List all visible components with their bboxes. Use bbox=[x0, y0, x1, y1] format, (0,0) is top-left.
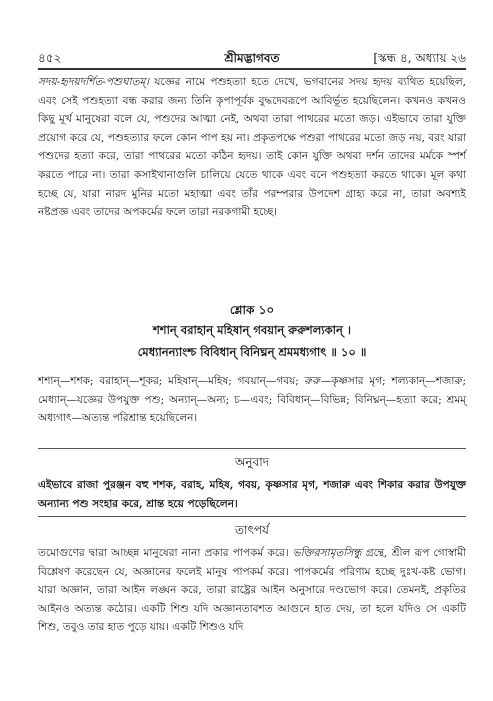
purport-heading: তাৎপর্য bbox=[235, 523, 269, 537]
purport-paragraph bbox=[38, 544, 466, 637]
intro-text: যজ্ঞের নামে পশুহত্যা হতে দেখে, ভগবানের সদয় হৃদয় ব্যথিত হয়েছিল, এবং সেই পশুহত্যা বন্ধ করার জন্য তিনি কৃপাপূর্বক বুদ্ধদেবরূপে আবির্ভূত হয়েছিলেন। কখনও কখনও কিছু মূর্খ মানুষেরা বলে যে, পশুদের আত্মা নেই, অথবা তারা পাথরের মতো জড়। এইভাবে তারা যুক্তি প্রয়োগ করে যে, পশুহত্যার ফলে কোন পাপ হয় না। প্রকৃতপক্ষে পশুরা পাথরের মতো জড় নয়, বরং যারা পশুদের হত্যা করে, তারা পাথরের মতো কঠিন হৃদয়। তাই কোন যুক্তি অথবা দর্শন তাদের মর্মকে স্পর্শ করতে পারে না। তারা কসাইখানাগুলি চালিয়ে যেতে থাকে এবং বনে পশুহত্যা করতে থাকে। মূল কথা হচ্ছে যে, যারা নারদ মুনির মতো মহাত্মা এবং তাঁর পরম্পরার উপদেশ গ্রাহ্য করে না, তারা অবশ্যই নষ্টপ্রজ্ঞ এবং তাদের অপকর্মের ফলে তারা নরকগামী হচ্ছে। bbox=[38, 76, 466, 219]
synonyms-text: শশান্‌—শশক; বরাহান্‌—শূকর; মহিষান্‌—মহিষ; গবয়ান্‌—গবয়; রুরু—কৃষ্ণসার মৃগ; শল্যকান্‌—শজারু; মেধ্যান্‌—যজ্ঞের উপযুক্ত পশু; অন্যান্‌—অন্য; চ—এবং; বিবিধান্‌—বিভিন্ন; বিনিঘ্নন্‌—হত্যা করে; শ্রমম্‌ অধ্যগাৎ—অত্যন্ত পরিশ্রান্ত হয়েছিলেন। bbox=[38, 375, 466, 425]
page-number: ৪৫২ bbox=[38, 51, 62, 65]
chapter-reference: [স্কন্ধ ৪, অধ্যায় ২৬ bbox=[373, 51, 466, 65]
header-rule bbox=[38, 68, 466, 70]
translation-text: এইভাবে রাজা পুরঞ্জন বহু শশক, বরাহ, মহিষ, গবয়, কৃষ্ণসার মৃগ, শজারু এবং শিকার করার উপযুক্ত অন্যান্য পশু সংহার করে, শ্রান্ত হয়ে পড়েছিলেন। bbox=[38, 479, 466, 510]
sloka-heading: শ্লোক ১০ bbox=[229, 303, 275, 317]
section-rule-2 bbox=[38, 516, 466, 517]
intro-lead-quote: সদয়-হৃদয়দর্শিত-পশুঘাতম্‌। bbox=[38, 76, 150, 88]
translation-heading: অনুবাদ bbox=[234, 455, 270, 469]
translation-paragraph bbox=[38, 476, 466, 513]
purport-text-a: তমোগুণের দ্বারা আচ্ছন্ন মানুষেরা নানা প্রকার পাপকর্ম করে। bbox=[38, 547, 293, 559]
running-header bbox=[38, 50, 466, 68]
intro-paragraph bbox=[38, 73, 466, 222]
book-title: শ্রীমদ্ভাগবত bbox=[224, 51, 280, 65]
purport-text-b: গ্রন্থে, শ্রীল রূপ গোস্বামী বিশ্লেষণ করেছেন যে, অজ্ঞানের ফলেই মানুষ পাপকর্ম করে। পাপকর্মের পরিণাম হচ্ছে দুঃখ-কষ্ট ভোগ। যারা অজ্ঞান, তারা আইন লঙ্ঘন করে, তারা রাষ্ট্রের আইন অনুসারে দণ্ডভোগ করে। তেমনই, প্রকৃতির আইনও অত্যন্ত কঠোর। একটি শিশু যদি অজ্ঞানতাবশত আগুনে হাত দেয়, তা হলে যদিও সে একটি শিশু, তবুও তার হাত পুড়ে যায়। একটি শিশুও যদি bbox=[38, 547, 466, 634]
sloka-line-1: শশান্‌ বরাহান্‌ মহিষান্‌ গবয়ান্‌ রুরুশল্যকান্‌ । bbox=[152, 323, 351, 337]
sloka-line-2: মেধ্যানন্যাংশ্চ বিবিধান্‌ বিনিঘ্নন্‌ শ্রমমধ্যগাৎ ॥ ১০ ॥ bbox=[137, 345, 367, 359]
synonyms-paragraph bbox=[38, 372, 466, 428]
purport-citation: ভক্তিরসামৃতসিন্ধু bbox=[292, 547, 362, 559]
section-rule-1 bbox=[38, 448, 466, 449]
